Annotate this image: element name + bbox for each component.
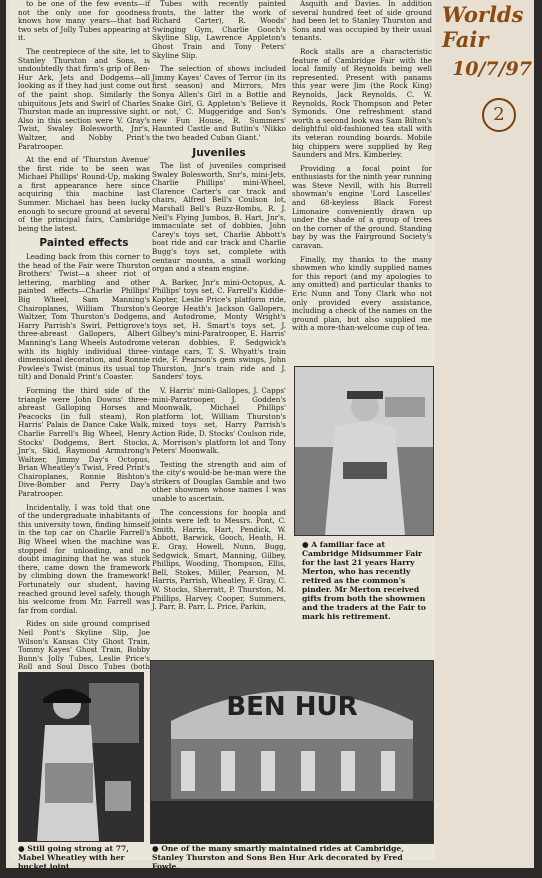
section-heading-painted-effects: Painted effects <box>39 237 129 250</box>
paragraph: The list of juveniles comprised Swaley Bolesworth, Snr's, mini-Jets, Charlie Phillips' mini-Wheel, Clarence Carter's car track and chairs, Alfred Bell's Coulson lot, Marshall Bell's Buzz-Bombs, R. J. Neil's Flying Jumbos, B. Hart, Jnr's, immaculate set of dobbies, John Carey's toys set, Charlie Abbott's boat ride and car track and Charlie Bugg's toys set, complete with centaur mounts, a small working organ and a steam engine. <box>152 161 286 274</box>
photo-harry-merton <box>294 366 434 536</box>
article-column-2 <box>152 0 286 648</box>
photo-ben-hur-ark-illustration <box>151 661 433 843</box>
paragraph: Tubes with recently painted fronts, the latter the work of Richard Carter), R. Woods' Swinging Gym, Charlie Gooch's Skyline Slip, Lawrence Appleton's Ghost Train and Tony Peters' Skyline Slip. <box>152 0 286 60</box>
sign-ben-hur: BEN HUR <box>226 692 358 722</box>
paragraph: The selection of shows included Jimmy Kayes' Caves of Terror (in its first season) and Mirrors, Mrs Sonya Allen's Girl in a Bottle and Snake Girl, G. Appleton's 'Believe it or not,' C. Muggeridge and Son's new Fun House, R. Summers' Haunted Castle and Butlin's 'Nikko the two headed Cuban Giant.' <box>152 64 286 142</box>
section-heading-juveniles: Juveniles <box>192 146 246 159</box>
paragraph: The centrepiece of the site, let to Stanley Thurston and Sons, is undoubtedly that firm's grip of Ben-Hur Ark, Jets and Dodgems—all looking as if they had just come out of the paint shop. Similarly the ubiquitous Jets and Swirl of Charles Thurston made an impressive sight. Also in this section were V. Gray's Twist, Swaley Bolesworth, Jnr's, Waltzer, and Nobby Print's Paratrooper. <box>18 46 150 151</box>
paragraph: Asquith and Davies. In addition several hundred feet of side ground had been let to Stanley Thurston and Sons and was occupied by their usual tenants. <box>292 0 432 43</box>
paragraph: Providing a focal point for enthusiasts for the ninth year running was Steve Nevill, with his Burrell showman's engine 'Lord Lascelles' and 68-keyless Black Forest Limonaire conveniently drawn up under the shade of a group of trees on the corner of the ground. Standing bay by was the Fairground Society's caravan. <box>292 163 432 251</box>
handwritten-page-number: 2 <box>482 98 516 132</box>
caption-harry-merton: ● A familiar face at Cambridge Midsummer Fair for the last 21 years Harry Merton, who has recently retired as the common's pinder. Mr Merton received gifts from both the showmen and the traders at the Fair to mark his retirement. <box>302 540 426 621</box>
handwritten-date: 10/7/97 <box>452 58 532 80</box>
newspaper-clipping <box>10 0 435 871</box>
caption-ben-hur-ark: ● One of the many smartly maintained rides at Cambridge, Stanley Thurston and Sons Ben Hur Ark decorated by Fred Fowle. <box>152 844 404 871</box>
handwriting-title: Worlds Fair <box>442 2 524 52</box>
paragraph: to be one of the few events—if not the only one for goodness knows how many years—that had two sets of Jolly Tubes appearing at it. <box>18 0 150 43</box>
paragraph: Leading back from this corner to the head of the Fair were Thurston Brothers' Twist—a sheer riot of lettering, marbling and other painted effects—Charlie Phillips' Big Wheel, Sam Manning's Chairoplanes, William Thurston's Waltzer, Tom Thurston's Dodgems, Harry Parrish's Swirl, Pettigrove's three-abreast Gallopers, Albert Manning's Lang Wheels Autodrome with its highly individual three-dimensional decoration, and Ronnie Powlee's Twist (minus its usual top tilt) and Donald Print's Coaster. <box>18 252 150 382</box>
photo-ben-hur-ark <box>150 660 434 844</box>
paragraph: Rock stalls are a characteristic feature of Cambridge Fair with the local family of Reynolds being well represented. Present with panams this year were Jim (the Rock King) Reynolds, Jack Reynolds, C. W. Reynolds, Rock Thompson and Peter Symonds. One refreshment stand worth a second look was Sam Bilton's delightful old-fashioned tea stall with its veteran rounding boards. Mobile big chippers were supplied by Reg Saunders and Mrs. Kimberley. <box>292 46 432 160</box>
paragraph: Rides on side ground comprised Neil Pont's Skyline Slip, Joe Wilson's Kansas City Ghost Train, Tommy Kayes' Ghost Train, Bobby Bunn's Jolly Tubes, Leslie Price's Roll and Soul Disco Tubes (both <box>18 619 150 672</box>
paragraph: The concessions for hoopla and joints were left to Messrs. Pont, C. Smith, Harris, Hart, Pendick, W. Abbott, Barwick, Gooch, Heath, H. E. Gray, Howell, Nunn, Bugg, Sedgwick, Smart, Manning, Gilbey, Phillips, Wooding, Thompson, Ellis, Bell, Stokes, Miller, Pearson, M. Harris, Parrish, Wheatley, F. Gray, C. W. Stocks, Sherratt, P. Thurston, M. Phillips, Harvey, Cooper, Summers, J. Parr, B. Parr, L. Price, Parkin, <box>152 507 286 612</box>
caption-mabel-wheatley: ● Still going strong at 77, Mabel Wheatley with her bucket joint <box>18 844 129 871</box>
paragraph: A. Barker, Jnr's mini-Octopus, A. Phillips' toys set, C. Farrell's Kiddie-Kopter, Leslie Price's platform ride, George Heath's Jackson Gallopers, and Autodrome, Monty Wright's toys set, H. Smart's toys set, J. Gilbey's mini-Paratrooper, E. Harris' veteran dobbies, F. Sedgwick's vintage cars, T. S. Whyatt's train ride, F. Pearson's gem swings, John Thurston, Jnr's train ride and J. Sanders' toys. <box>152 277 286 382</box>
photo-mabel-wheatley <box>18 672 144 842</box>
handwritten-title-worlds <box>442 2 542 52</box>
photo-mabel-wheatley-illustration <box>19 673 143 841</box>
paragraph: Finally, my thanks to the many showmen who kindly supplied names for this report (and my apologies to any omitted) and particular thanks to Eric Nunn and Tony Clark who not only provided every assistance, including a check of the names on the ground plan, but also supplied me with a more-than-welcome cup of tea. <box>292 254 432 333</box>
paragraph: Testing the strength and aim of the city's would-be he-man were the strikers of Douglas Gamble and two other showmen whose names I was unable to ascertain. <box>152 459 286 504</box>
paragraph: V. Harris' mini-Gallopes, J. Capps' mini-Paratrooper, J. Godden's Moonwalk, Michael Phillips' platform lot, William Thurston's mixed toys set, Harry Parrish's Action Ride, D. Stocks' Coulson ride, A. Morrison's platform lot and Tony Peters' Moonwalk. <box>152 385 286 456</box>
article-column-1 <box>18 0 150 672</box>
paragraph: Incidentally, I was told that one of the undergraduate inhabitants of this university town, finding himself in the top car on Charlie Farrell's Big Wheel when the machine was stopped for unloading, and no doubt imagining that he was stuck there, came down the framework by climbing down the framework! Fortunately our student, having reached ground level safely, though his welcome from Mr. Farrell was far from cordial. <box>18 502 150 615</box>
photo-harry-merton-illustration <box>295 367 433 535</box>
paragraph: At the end of 'Thurston Avenue' the first ride to be seen was Michael Phillips' Round-Up, making a first appearance here since acquiring this machine last Summer. Michael has been lucky enough to secure ground at several of the principal fairs, Cambridge being the latest. <box>18 155 150 233</box>
article-column-3 <box>292 0 432 362</box>
paragraph: Forming the third side of the triangle were John Downs' three-abreast Galloping Horses and Peacocks (in full steam), Ron Harris' Palais de Dance Cake Walk, Charlie Farrell's Big Wheel, Henry Stocks' Dodgems, Bert Stocks, Jnr's, Skid, Raymond Armstrong's Waltzer, Jimmy Day's Octopus, Brian Wheatley's Twist, Fred Print's Chairoplanes, Ronnie Bishton's Dive-Bomber and Perry Day's Paratrooper. <box>18 385 150 499</box>
